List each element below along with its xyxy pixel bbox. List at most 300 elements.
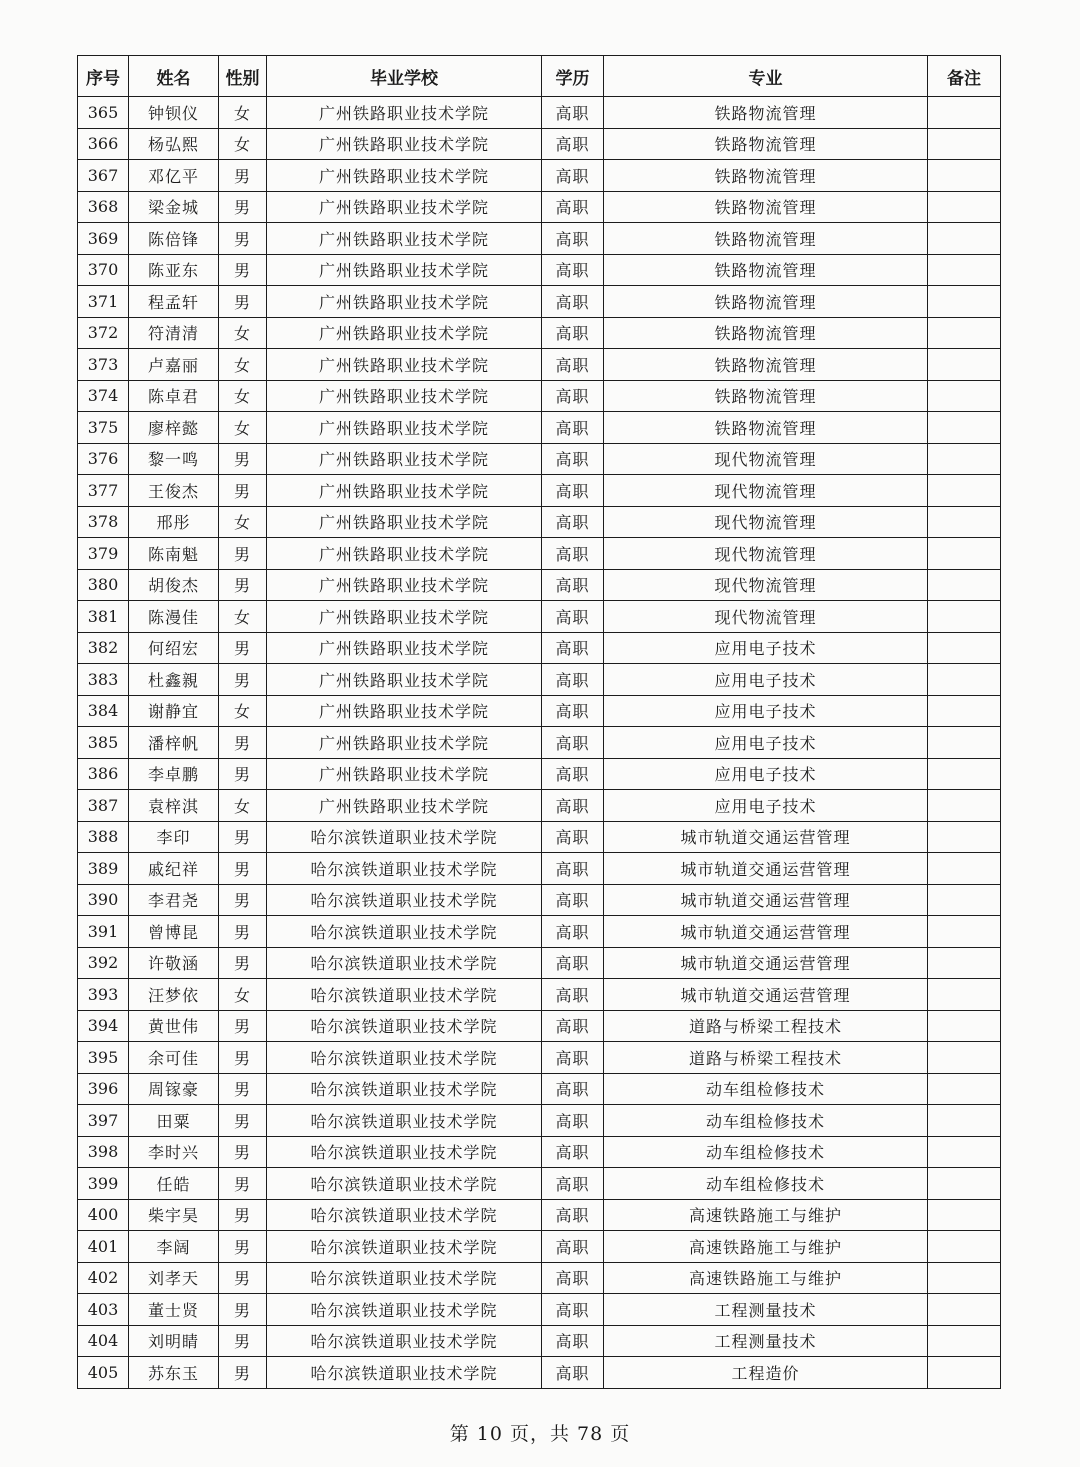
- cell-seq: 386: [78, 758, 129, 790]
- cell-name: 董士贤: [129, 1294, 219, 1326]
- cell-name: 苏东玉: [129, 1357, 219, 1389]
- cell-seq: 402: [78, 1262, 129, 1294]
- cell-remarks: [928, 475, 1001, 507]
- cell-remarks: [928, 317, 1001, 349]
- cell-major: 现代物流管理: [604, 443, 928, 475]
- cell-gender: 女: [219, 695, 267, 727]
- cell-remarks: [928, 286, 1001, 318]
- cell-name: 田粟: [129, 1105, 219, 1137]
- cell-school: 哈尔滨铁道职业技术学院: [267, 1042, 542, 1074]
- cell-education: 高职: [542, 884, 604, 916]
- cell-education: 高职: [542, 758, 604, 790]
- cell-seq: 381: [78, 601, 129, 633]
- cell-major: 城市轨道交通运营管理: [604, 884, 928, 916]
- cell-education: 高职: [542, 412, 604, 444]
- cell-gender: 男: [219, 1199, 267, 1231]
- cell-name: 黄世伟: [129, 1010, 219, 1042]
- cell-gender: 男: [219, 664, 267, 696]
- cell-major: 高速铁路施工与维护: [604, 1231, 928, 1263]
- cell-name: 杜鑫親: [129, 664, 219, 696]
- cell-seq: 382: [78, 632, 129, 664]
- cell-name: 邓亿平: [129, 160, 219, 192]
- cell-education: 高职: [542, 1105, 604, 1137]
- cell-education: 高职: [542, 254, 604, 286]
- cell-gender: 女: [219, 349, 267, 381]
- cell-seq: 367: [78, 160, 129, 192]
- cell-seq: 384: [78, 695, 129, 727]
- cell-seq: 405: [78, 1357, 129, 1389]
- cell-gender: 男: [219, 1136, 267, 1168]
- cell-school: 广州铁路职业技术学院: [267, 601, 542, 633]
- cell-major: 应用电子技术: [604, 758, 928, 790]
- cell-name: 陈倍锋: [129, 223, 219, 255]
- cell-major: 道路与桥梁工程技术: [604, 1042, 928, 1074]
- cell-seq: 372: [78, 317, 129, 349]
- cell-seq: 365: [78, 97, 129, 129]
- graduate-table: [77, 55, 1001, 1389]
- cell-education: 高职: [542, 128, 604, 160]
- cell-school: 广州铁路职业技术学院: [267, 286, 542, 318]
- cell-major: 铁路物流管理: [604, 286, 928, 318]
- cell-school: 哈尔滨铁道职业技术学院: [267, 1105, 542, 1137]
- cell-school: 广州铁路职业技术学院: [267, 191, 542, 223]
- table-row: [78, 1010, 1001, 1042]
- cell-major: 铁路物流管理: [604, 97, 928, 129]
- cell-school: 广州铁路职业技术学院: [267, 317, 542, 349]
- cell-school: 哈尔滨铁道职业技术学院: [267, 1357, 542, 1389]
- cell-school: 哈尔滨铁道职业技术学院: [267, 1199, 542, 1231]
- cell-school: 广州铁路职业技术学院: [267, 443, 542, 475]
- header-school: 毕业学校: [267, 56, 542, 97]
- table-row: [78, 317, 1001, 349]
- cell-major: 铁路物流管理: [604, 380, 928, 412]
- cell-seq: 373: [78, 349, 129, 381]
- cell-school: 广州铁路职业技术学院: [267, 790, 542, 822]
- cell-remarks: [928, 412, 1001, 444]
- cell-major: 现代物流管理: [604, 538, 928, 570]
- table-row: [78, 1042, 1001, 1074]
- table-row: [78, 349, 1001, 381]
- cell-name: 卢嘉丽: [129, 349, 219, 381]
- cell-name: 梁金城: [129, 191, 219, 223]
- cell-gender: 男: [219, 1357, 267, 1389]
- cell-school: 广州铁路职业技术学院: [267, 695, 542, 727]
- cell-school: 哈尔滨铁道职业技术学院: [267, 853, 542, 885]
- cell-education: 高职: [542, 1136, 604, 1168]
- cell-education: 高职: [542, 1262, 604, 1294]
- cell-remarks: [928, 349, 1001, 381]
- header-remarks: 备注: [928, 56, 1001, 97]
- table-row: [78, 569, 1001, 601]
- cell-seq: 400: [78, 1199, 129, 1231]
- table-row: [78, 632, 1001, 664]
- cell-seq: 377: [78, 475, 129, 507]
- cell-seq: 389: [78, 853, 129, 885]
- cell-remarks: [928, 191, 1001, 223]
- cell-name: 陈亚东: [129, 254, 219, 286]
- cell-name: 何绍宏: [129, 632, 219, 664]
- cell-seq: 403: [78, 1294, 129, 1326]
- cell-name: 黎一鸣: [129, 443, 219, 475]
- cell-name: 余可佳: [129, 1042, 219, 1074]
- cell-education: 高职: [542, 1294, 604, 1326]
- cell-major: 城市轨道交通运营管理: [604, 853, 928, 885]
- table-body: [78, 97, 1001, 1389]
- cell-name: 李时兴: [129, 1136, 219, 1168]
- cell-major: 动车组检修技术: [604, 1136, 928, 1168]
- table-row: [78, 1073, 1001, 1105]
- cell-gender: 男: [219, 821, 267, 853]
- cell-gender: 男: [219, 1073, 267, 1105]
- cell-school: 广州铁路职业技术学院: [267, 128, 542, 160]
- cell-name: 潘梓帆: [129, 727, 219, 759]
- cell-name: 杨弘熙: [129, 128, 219, 160]
- cell-school: 广州铁路职业技术学院: [267, 412, 542, 444]
- cell-gender: 男: [219, 475, 267, 507]
- cell-school: 广州铁路职业技术学院: [267, 97, 542, 129]
- cell-school: 广州铁路职业技术学院: [267, 758, 542, 790]
- cell-major: 动车组检修技术: [604, 1073, 928, 1105]
- cell-seq: 396: [78, 1073, 129, 1105]
- table-row: [78, 1105, 1001, 1137]
- cell-major: 高速铁路施工与维护: [604, 1199, 928, 1231]
- cell-school: 哈尔滨铁道职业技术学院: [267, 1073, 542, 1105]
- cell-name: 廖梓懿: [129, 412, 219, 444]
- header-major: 专业: [604, 56, 928, 97]
- cell-seq: 378: [78, 506, 129, 538]
- table-row: [78, 853, 1001, 885]
- cell-major: 工程造价: [604, 1357, 928, 1389]
- cell-gender: 男: [219, 632, 267, 664]
- cell-name: 李印: [129, 821, 219, 853]
- cell-major: 应用电子技术: [604, 727, 928, 759]
- cell-gender: 男: [219, 758, 267, 790]
- table-row: [78, 1262, 1001, 1294]
- cell-major: 铁路物流管理: [604, 349, 928, 381]
- table-row: [78, 947, 1001, 979]
- cell-seq: 404: [78, 1325, 129, 1357]
- cell-remarks: [928, 1105, 1001, 1137]
- cell-education: 高职: [542, 1199, 604, 1231]
- cell-gender: 男: [219, 160, 267, 192]
- cell-seq: 394: [78, 1010, 129, 1042]
- cell-name: 任皓: [129, 1168, 219, 1200]
- cell-gender: 男: [219, 254, 267, 286]
- cell-major: 铁路物流管理: [604, 191, 928, 223]
- cell-remarks: [928, 1231, 1001, 1263]
- cell-education: 高职: [542, 632, 604, 664]
- cell-gender: 男: [219, 884, 267, 916]
- cell-remarks: [928, 821, 1001, 853]
- cell-seq: 368: [78, 191, 129, 223]
- cell-major: 城市轨道交通运营管理: [604, 821, 928, 853]
- cell-seq: 369: [78, 223, 129, 255]
- cell-gender: 男: [219, 1231, 267, 1263]
- cell-remarks: [928, 160, 1001, 192]
- cell-major: 工程测量技术: [604, 1325, 928, 1357]
- cell-education: 高职: [542, 601, 604, 633]
- cell-education: 高职: [542, 790, 604, 822]
- table-row: [78, 443, 1001, 475]
- cell-gender: 男: [219, 286, 267, 318]
- cell-gender: 女: [219, 412, 267, 444]
- cell-remarks: [928, 727, 1001, 759]
- table-row: [78, 286, 1001, 318]
- cell-school: 哈尔滨铁道职业技术学院: [267, 821, 542, 853]
- table-row: [78, 538, 1001, 570]
- table-row: [78, 1325, 1001, 1357]
- cell-remarks: [928, 947, 1001, 979]
- cell-gender: 女: [219, 601, 267, 633]
- cell-gender: 男: [219, 1042, 267, 1074]
- cell-gender: 男: [219, 223, 267, 255]
- cell-gender: 女: [219, 790, 267, 822]
- cell-school: 广州铁路职业技术学院: [267, 664, 542, 696]
- header-seq: 序号: [78, 56, 129, 97]
- cell-seq: 385: [78, 727, 129, 759]
- cell-gender: 女: [219, 979, 267, 1011]
- cell-education: 高职: [542, 1073, 604, 1105]
- cell-major: 应用电子技术: [604, 695, 928, 727]
- cell-seq: 371: [78, 286, 129, 318]
- table-row: [78, 916, 1001, 948]
- cell-seq: 388: [78, 821, 129, 853]
- cell-gender: 男: [219, 538, 267, 570]
- cell-name: 王俊杰: [129, 475, 219, 507]
- cell-remarks: [928, 1199, 1001, 1231]
- cell-seq: 379: [78, 538, 129, 570]
- cell-remarks: [928, 443, 1001, 475]
- cell-school: 广州铁路职业技术学院: [267, 349, 542, 381]
- table-row: [78, 380, 1001, 412]
- table-row: [78, 1136, 1001, 1168]
- cell-seq: 374: [78, 380, 129, 412]
- cell-name: 钟钡仪: [129, 97, 219, 129]
- cell-remarks: [928, 1294, 1001, 1326]
- cell-remarks: [928, 380, 1001, 412]
- header-education: 学历: [542, 56, 604, 97]
- cell-seq: 401: [78, 1231, 129, 1263]
- table-header-row: [78, 56, 1001, 97]
- cell-remarks: [928, 853, 1001, 885]
- cell-gender: 男: [219, 1105, 267, 1137]
- cell-school: 广州铁路职业技术学院: [267, 506, 542, 538]
- table-row: [78, 727, 1001, 759]
- cell-remarks: [928, 664, 1001, 696]
- cell-education: 高职: [542, 947, 604, 979]
- table-row: [78, 160, 1001, 192]
- cell-school: 广州铁路职业技术学院: [267, 475, 542, 507]
- cell-seq: 399: [78, 1168, 129, 1200]
- cell-remarks: [928, 695, 1001, 727]
- cell-name: 戚纪祥: [129, 853, 219, 885]
- cell-name: 许敬涵: [129, 947, 219, 979]
- cell-education: 高职: [542, 569, 604, 601]
- cell-remarks: [928, 758, 1001, 790]
- cell-name: 陈卓君: [129, 380, 219, 412]
- cell-education: 高职: [542, 853, 604, 885]
- cell-remarks: [928, 632, 1001, 664]
- cell-name: 李阔: [129, 1231, 219, 1263]
- cell-education: 高职: [542, 821, 604, 853]
- cell-remarks: [928, 1073, 1001, 1105]
- cell-seq: 376: [78, 443, 129, 475]
- cell-name: 李卓鹏: [129, 758, 219, 790]
- cell-school: 哈尔滨铁道职业技术学院: [267, 1231, 542, 1263]
- cell-remarks: [928, 128, 1001, 160]
- cell-education: 高职: [542, 1042, 604, 1074]
- cell-school: 哈尔滨铁道职业技术学院: [267, 1136, 542, 1168]
- cell-education: 高职: [542, 349, 604, 381]
- cell-remarks: [928, 1136, 1001, 1168]
- cell-name: 程孟轩: [129, 286, 219, 318]
- table-row: [78, 412, 1001, 444]
- cell-remarks: [928, 1357, 1001, 1389]
- cell-school: 哈尔滨铁道职业技术学院: [267, 1294, 542, 1326]
- cell-seq: 370: [78, 254, 129, 286]
- cell-education: 高职: [542, 286, 604, 318]
- cell-school: 哈尔滨铁道职业技术学院: [267, 1010, 542, 1042]
- cell-name: 周镓豪: [129, 1073, 219, 1105]
- cell-name: 胡俊杰: [129, 569, 219, 601]
- cell-name: 陈南魁: [129, 538, 219, 570]
- cell-remarks: [928, 884, 1001, 916]
- table-row: [78, 601, 1001, 633]
- table-row: [78, 979, 1001, 1011]
- table-row: [78, 254, 1001, 286]
- cell-major: 高速铁路施工与维护: [604, 1262, 928, 1294]
- cell-remarks: [928, 538, 1001, 570]
- cell-remarks: [928, 569, 1001, 601]
- table-row: [78, 821, 1001, 853]
- cell-education: 高职: [542, 223, 604, 255]
- cell-gender: 男: [219, 569, 267, 601]
- cell-education: 高职: [542, 443, 604, 475]
- cell-name: 陈漫佳: [129, 601, 219, 633]
- table-row: [78, 1294, 1001, 1326]
- cell-school: 哈尔滨铁道职业技术学院: [267, 979, 542, 1011]
- cell-school: 广州铁路职业技术学院: [267, 254, 542, 286]
- cell-school: 广州铁路职业技术学院: [267, 727, 542, 759]
- cell-school: 哈尔滨铁道职业技术学院: [267, 1168, 542, 1200]
- table-row: [78, 223, 1001, 255]
- cell-education: 高职: [542, 1231, 604, 1263]
- cell-education: 高职: [542, 695, 604, 727]
- table-row: [78, 1168, 1001, 1200]
- cell-major: 铁路物流管理: [604, 317, 928, 349]
- cell-education: 高职: [542, 97, 604, 129]
- table-row: [78, 1199, 1001, 1231]
- cell-major: 动车组检修技术: [604, 1168, 928, 1200]
- cell-name: 袁梓淇: [129, 790, 219, 822]
- cell-gender: 男: [219, 443, 267, 475]
- cell-gender: 女: [219, 317, 267, 349]
- cell-education: 高职: [542, 191, 604, 223]
- cell-remarks: [928, 1168, 1001, 1200]
- table-row: [78, 695, 1001, 727]
- cell-seq: 395: [78, 1042, 129, 1074]
- cell-school: 哈尔滨铁道职业技术学院: [267, 947, 542, 979]
- page-footer: 第 10 页，共 78 页: [449, 1423, 631, 1445]
- cell-major: 铁路物流管理: [604, 160, 928, 192]
- cell-school: 广州铁路职业技术学院: [267, 538, 542, 570]
- cell-major: 铁路物流管理: [604, 412, 928, 444]
- cell-education: 高职: [542, 1010, 604, 1042]
- cell-seq: 398: [78, 1136, 129, 1168]
- cell-gender: 女: [219, 506, 267, 538]
- cell-education: 高职: [542, 160, 604, 192]
- cell-seq: 397: [78, 1105, 129, 1137]
- cell-education: 高职: [542, 1168, 604, 1200]
- cell-school: 广州铁路职业技术学院: [267, 160, 542, 192]
- cell-education: 高职: [542, 317, 604, 349]
- cell-name: 刘明睛: [129, 1325, 219, 1357]
- cell-gender: 男: [219, 947, 267, 979]
- cell-school: 哈尔滨铁道职业技术学院: [267, 1262, 542, 1294]
- cell-name: 柴宇昊: [129, 1199, 219, 1231]
- cell-gender: 男: [219, 727, 267, 759]
- cell-major: 现代物流管理: [604, 506, 928, 538]
- cell-seq: 391: [78, 916, 129, 948]
- cell-name: 邢彤: [129, 506, 219, 538]
- cell-education: 高职: [542, 380, 604, 412]
- cell-school: 广州铁路职业技术学院: [267, 632, 542, 664]
- cell-education: 高职: [542, 979, 604, 1011]
- table-row: [78, 191, 1001, 223]
- cell-education: 高职: [542, 506, 604, 538]
- cell-major: 现代物流管理: [604, 569, 928, 601]
- cell-education: 高职: [542, 475, 604, 507]
- cell-school: 哈尔滨铁道职业技术学院: [267, 884, 542, 916]
- cell-seq: 366: [78, 128, 129, 160]
- cell-gender: 男: [219, 1325, 267, 1357]
- cell-seq: 392: [78, 947, 129, 979]
- cell-remarks: [928, 1042, 1001, 1074]
- cell-major: 铁路物流管理: [604, 223, 928, 255]
- cell-remarks: [928, 254, 1001, 286]
- cell-gender: 男: [219, 1168, 267, 1200]
- cell-remarks: [928, 1262, 1001, 1294]
- cell-gender: 男: [219, 916, 267, 948]
- cell-seq: 380: [78, 569, 129, 601]
- cell-major: 工程测量技术: [604, 1294, 928, 1326]
- cell-name: 汪梦依: [129, 979, 219, 1011]
- cell-seq: 375: [78, 412, 129, 444]
- cell-gender: 男: [219, 1294, 267, 1326]
- cell-gender: 女: [219, 128, 267, 160]
- header-gender: 性别: [219, 56, 267, 97]
- table-row: [78, 790, 1001, 822]
- cell-gender: 女: [219, 380, 267, 412]
- cell-major: 铁路物流管理: [604, 128, 928, 160]
- cell-remarks: [928, 601, 1001, 633]
- cell-name: 谢静宜: [129, 695, 219, 727]
- cell-major: 现代物流管理: [604, 601, 928, 633]
- cell-remarks: [928, 979, 1001, 1011]
- cell-remarks: [928, 790, 1001, 822]
- cell-major: 城市轨道交通运营管理: [604, 916, 928, 948]
- table-row: [78, 1231, 1001, 1263]
- cell-major: 现代物流管理: [604, 475, 928, 507]
- cell-major: 道路与桥梁工程技术: [604, 1010, 928, 1042]
- table-row: [78, 475, 1001, 507]
- table-row: [78, 128, 1001, 160]
- cell-remarks: [928, 1010, 1001, 1042]
- cell-school: 广州铁路职业技术学院: [267, 380, 542, 412]
- cell-education: 高职: [542, 538, 604, 570]
- cell-school: 哈尔滨铁道职业技术学院: [267, 1325, 542, 1357]
- cell-seq: 383: [78, 664, 129, 696]
